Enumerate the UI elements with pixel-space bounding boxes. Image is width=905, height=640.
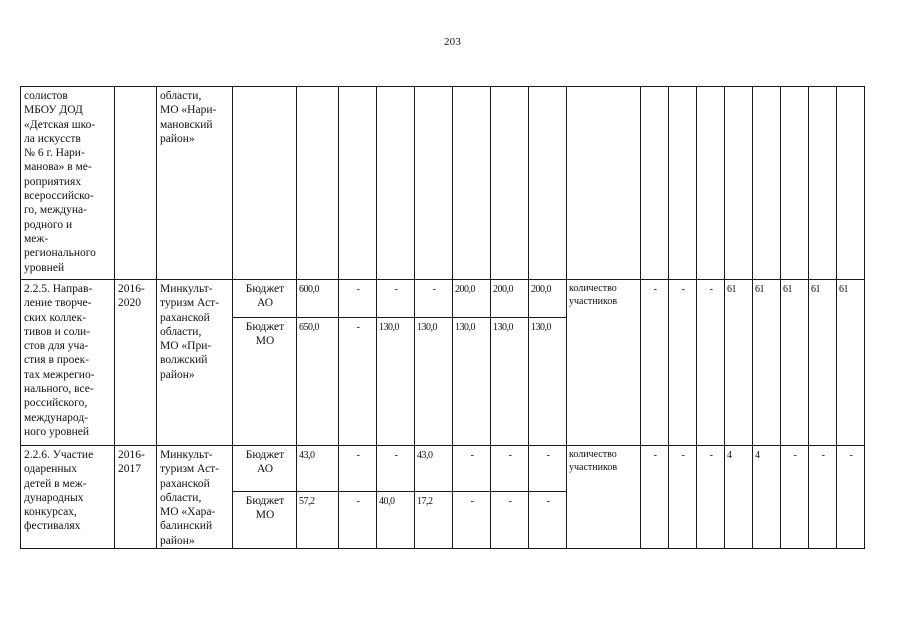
- indicator-cell: количество участников: [567, 446, 641, 549]
- target-cell: -: [809, 446, 837, 549]
- target-cell: -: [781, 446, 809, 549]
- activity-name-cell: 2.2.6. Участие одаренных детей в меж- дународных конкурсах, фестивалях: [21, 446, 115, 549]
- period-cell: 2016- 2017: [115, 446, 157, 549]
- funding-year-cell: 40,0: [377, 492, 415, 549]
- target-cell: 61: [809, 280, 837, 446]
- table-row: [21, 280, 865, 318]
- target-cell: -: [837, 446, 865, 549]
- target-cell: [837, 87, 865, 280]
- target-cell: -: [697, 446, 725, 549]
- target-cell: [669, 87, 697, 280]
- activity-name-cell: 2.2.5. Направ- ление творче- ских коллек- тивов и соли- стов для уча- стия в проек- тах межрегио- нального, все- российского, международ- ного уровней: [21, 280, 115, 446]
- funding-total-cell: [297, 87, 339, 280]
- funding-year-cell: -: [529, 446, 567, 492]
- target-cell: [725, 87, 753, 280]
- target-cell: 4: [725, 446, 753, 549]
- period-cell: [115, 87, 157, 280]
- target-cell: -: [641, 446, 669, 549]
- funding-total-cell: 650,0: [297, 318, 339, 446]
- program-table: [20, 86, 865, 549]
- target-cell: [781, 87, 809, 280]
- funding-source-cell: [233, 87, 297, 280]
- funding-year-cell: 200,0: [491, 280, 529, 318]
- target-cell: [697, 87, 725, 280]
- indicator-cell: [567, 87, 641, 280]
- funding-year-cell: -: [377, 280, 415, 318]
- executor-cell: Минкульт- туризм Аст- раханской области, МО «Хара- балинский район»: [157, 446, 233, 549]
- funding-year-cell: -: [453, 446, 491, 492]
- funding-year-cell: -: [339, 280, 377, 318]
- activity-name-cell: солистов МБОУ ДОД «Детская шко- ла искусств № 6 г. Нари- манова» в ме- роприятиях всероссийско- го, междуна- родного и меж- регионального уровней: [21, 87, 115, 280]
- executor-cell: области, МО «Нари- мановский район»: [157, 87, 233, 280]
- target-cell: -: [641, 280, 669, 446]
- funding-source-cell: Бюджет МО: [233, 318, 297, 446]
- executor-cell: Минкульт- туризм Аст- раханской области, МО «При- волжский район»: [157, 280, 233, 446]
- funding-year-cell: 200,0: [529, 280, 567, 318]
- funding-source-cell: Бюджет АО: [233, 446, 297, 492]
- target-cell: 4: [753, 446, 781, 549]
- table-row: [21, 446, 865, 492]
- target-cell: 61: [837, 280, 865, 446]
- funding-year-cell: -: [491, 492, 529, 549]
- funding-year-cell: 17,2: [415, 492, 453, 549]
- funding-total-cell: 43,0: [297, 446, 339, 492]
- funding-year-cell: 43,0: [415, 446, 453, 492]
- funding-year-cell: 130,0: [453, 318, 491, 446]
- funding-total-cell: 600,0: [297, 280, 339, 318]
- funding-year-cell: -: [491, 446, 529, 492]
- funding-year-cell: 130,0: [529, 318, 567, 446]
- target-cell: [753, 87, 781, 280]
- table-row: [21, 87, 865, 280]
- funding-year-cell: 200,0: [453, 280, 491, 318]
- funding-year-cell: [453, 87, 491, 280]
- target-cell: 61: [725, 280, 753, 446]
- funding-year-cell: [339, 87, 377, 280]
- target-cell: [641, 87, 669, 280]
- funding-year-cell: [377, 87, 415, 280]
- funding-year-cell: -: [529, 492, 567, 549]
- indicator-cell: количество участников: [567, 280, 641, 446]
- target-cell: 61: [753, 280, 781, 446]
- funding-year-cell: 130,0: [377, 318, 415, 446]
- target-cell: -: [697, 280, 725, 446]
- page-number: 203: [443, 36, 462, 48]
- funding-year-cell: [529, 87, 567, 280]
- funding-total-cell: 57,2: [297, 492, 339, 549]
- funding-year-cell: 130,0: [415, 318, 453, 446]
- target-cell: -: [669, 446, 697, 549]
- target-cell: 61: [781, 280, 809, 446]
- funding-year-cell: [491, 87, 529, 280]
- funding-year-cell: -: [415, 280, 453, 318]
- funding-year-cell: [415, 87, 453, 280]
- funding-year-cell: -: [453, 492, 491, 549]
- funding-year-cell: -: [377, 446, 415, 492]
- funding-year-cell: -: [339, 446, 377, 492]
- target-cell: [809, 87, 837, 280]
- funding-year-cell: -: [339, 492, 377, 549]
- period-cell: 2016- 2020: [115, 280, 157, 446]
- funding-source-cell: Бюджет МО: [233, 492, 297, 549]
- target-cell: -: [669, 280, 697, 446]
- funding-year-cell: -: [339, 318, 377, 446]
- funding-year-cell: 130,0: [491, 318, 529, 446]
- funding-source-cell: Бюджет АО: [233, 280, 297, 318]
